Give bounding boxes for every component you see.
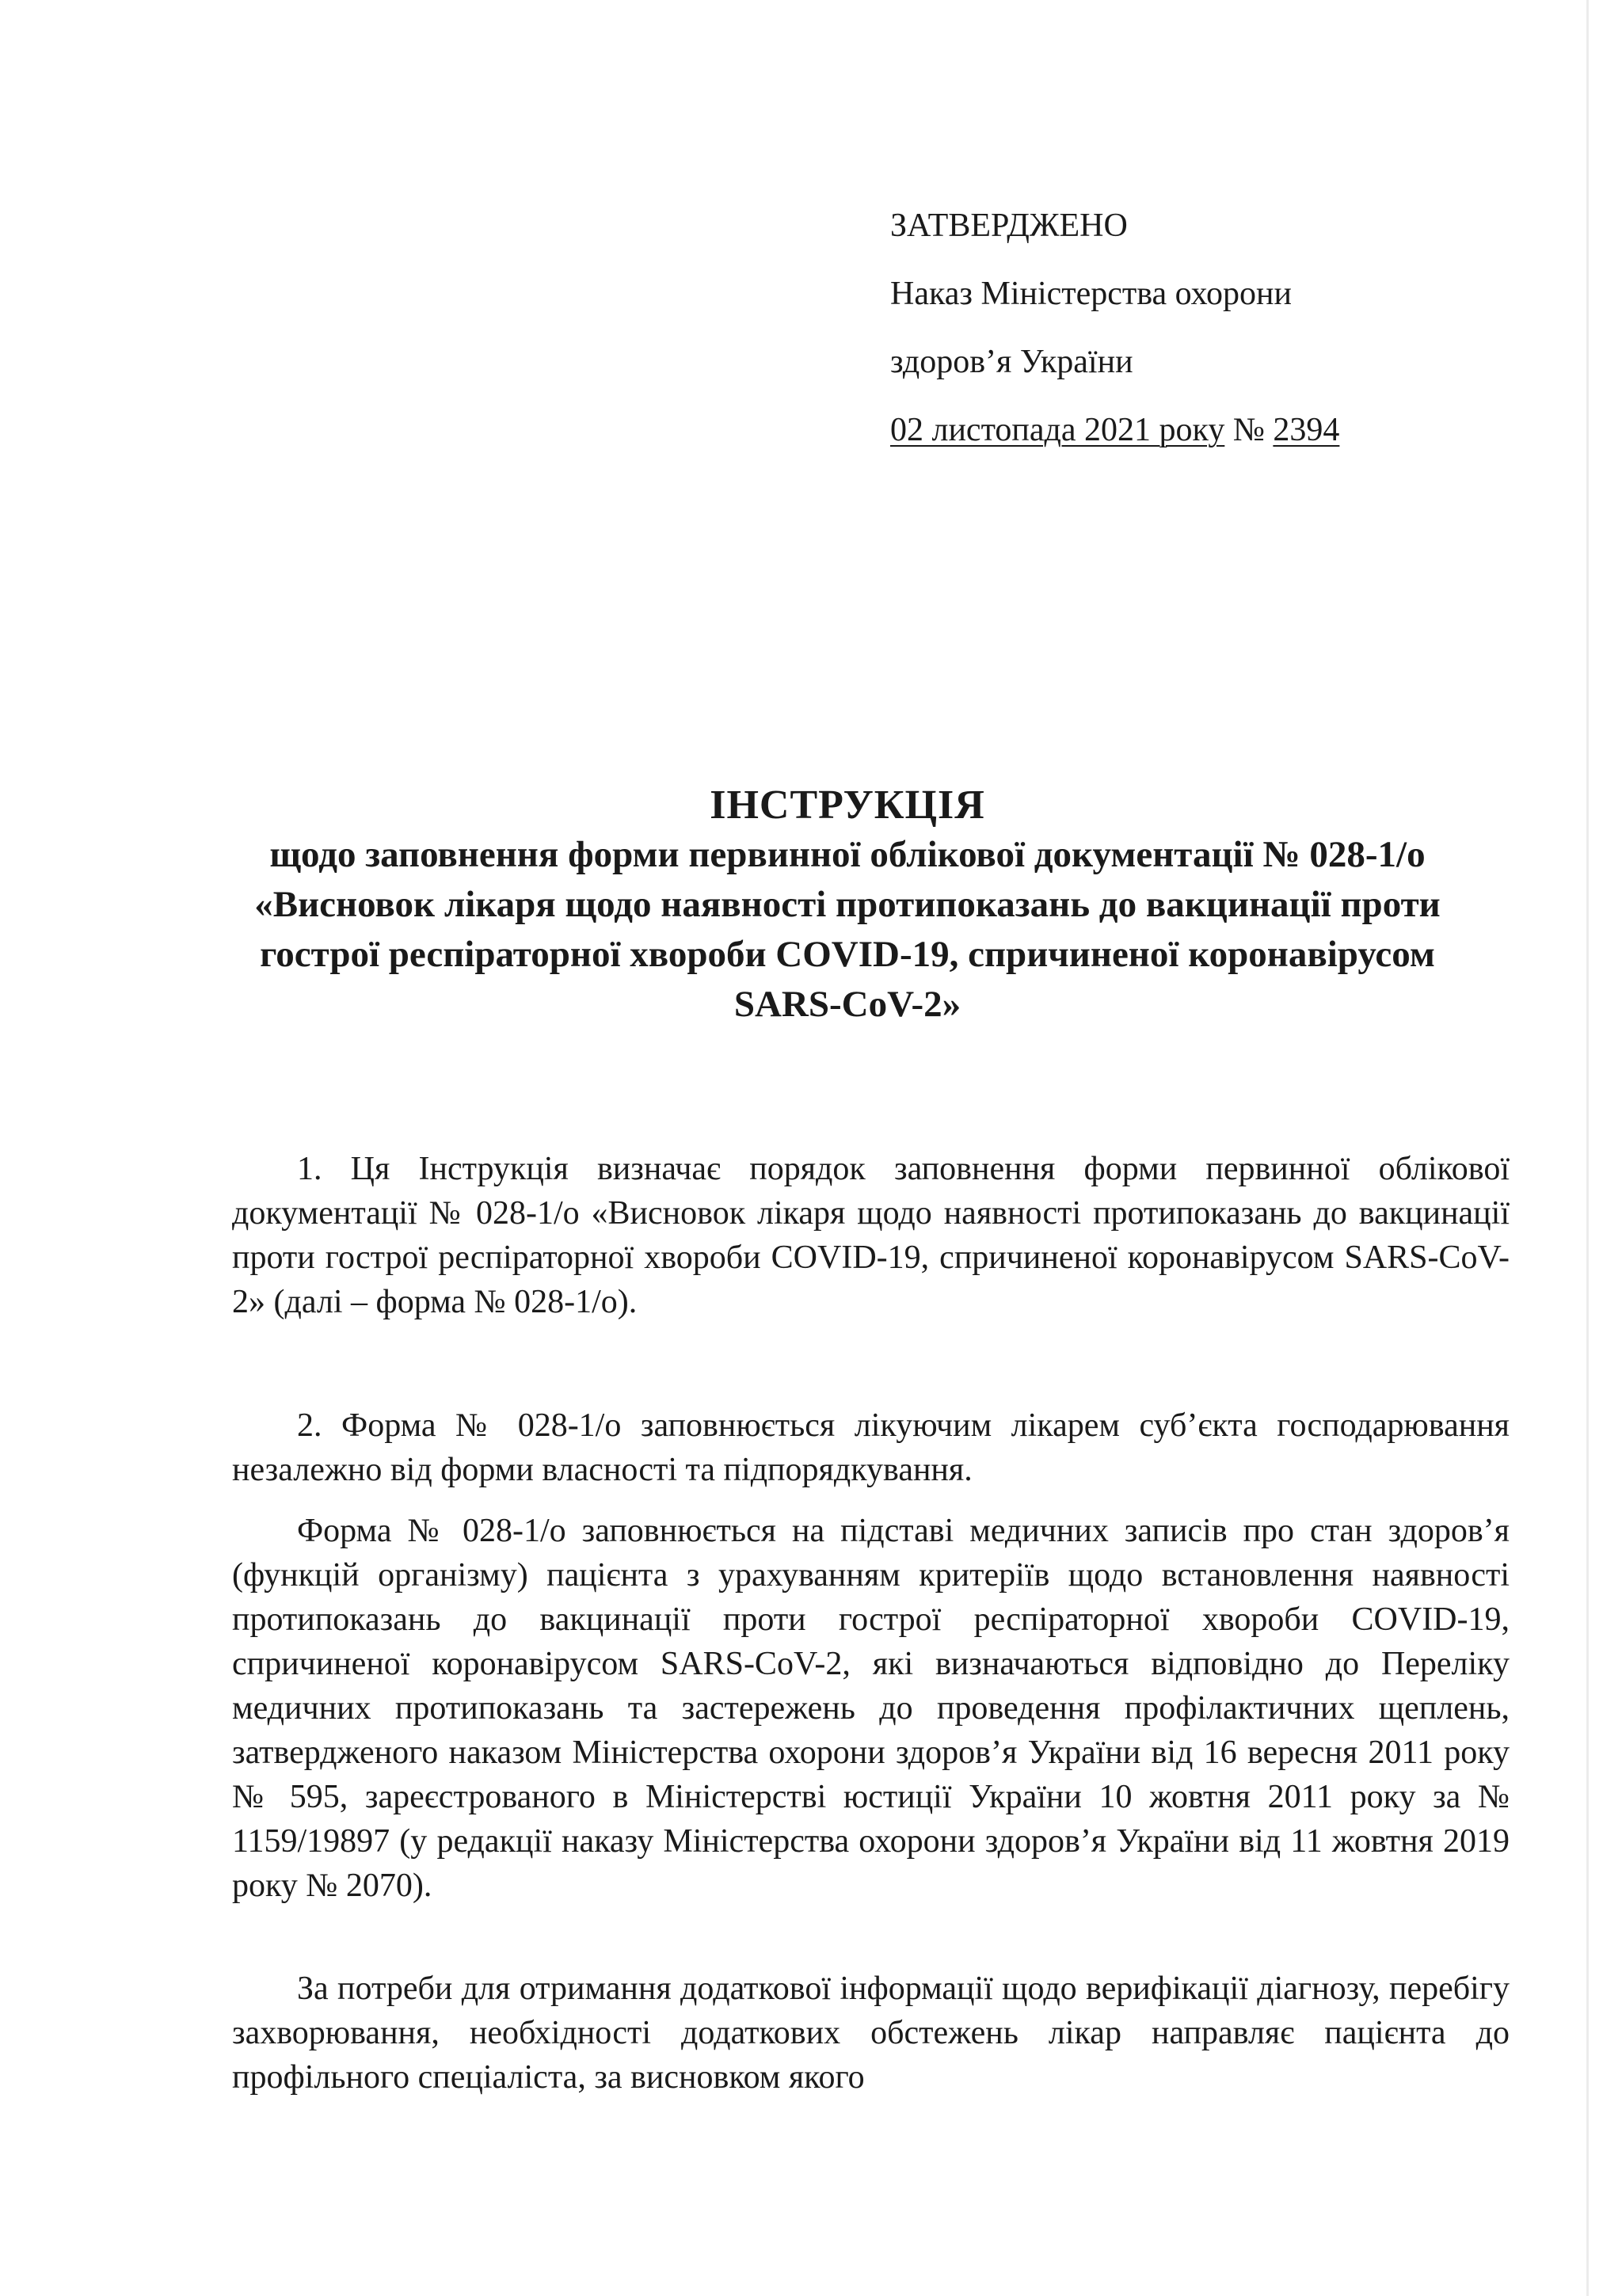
approval-ministry-line: здоров’я України (890, 344, 1133, 380)
paragraph-4 (232, 1967, 1510, 2100)
approval-order-line: Наказ Міністерства охорони (890, 276, 1292, 312)
approval-number: 2394 (1273, 412, 1340, 448)
document-title: ІНСТРУКЦІЯ (710, 782, 985, 828)
approval-date: 02 листопада 2021 року (890, 412, 1225, 448)
paragraph-2-text: 2. Форма № 028-1/о заповнюється лікуючим лікарем суб’єкта господарювання незалежно від форми власності та підпорядкування. (232, 1407, 1510, 1488)
paragraph-4-text: За потреби для отримання додаткової інформації щодо верифікації діагнозу, перебігу захворювання, необхідності додаткових обстежень лікар направляє пацієнта до профільного спеціаліста, за висновком якого (232, 1970, 1510, 2096)
approval-number-sign: № (1232, 412, 1265, 448)
paragraph-3 (232, 1509, 1510, 1908)
paragraph-1-text: 1. Ця Інструкція визначає порядок заповнення форми первинної облікової документації № 028-1/о «Висновок лікаря щодо наявності протипоказань до вакцинації проти гострої респіраторної хвороби COVID-19, спричиненої коронавірусом SARS-CoV-2» (далі – форма № 028-1/о). (232, 1151, 1510, 1320)
approval-block (890, 208, 1339, 480)
approval-heading: ЗАТВЕРДЖЕНО (890, 208, 1128, 244)
paragraph-2 (232, 1403, 1510, 1492)
approval-date-line (890, 412, 1339, 448)
paragraph-3-text: Форма № 028-1/о заповнюється на підставі медичних записів про стан здоров’я (функцій організму) пацієнта з урахуванням критеріїв щодо встановлення наявності протипоказань до вакцинації проти гострої респіраторної хвороби COVID-19, спричиненої коронавірусом SARS-CoV-2, які визначаються відповідно до Переліку медичних протипоказань та застережень до проведення профілактичних щеплень, затвердженого наказом Міністерства охорони здоров’я України від 16 вересня 2011 року № 595, зареєстрованого в Міністерстві юстиції України 10 жовтня 2011 року за № 1159/19897 (у редакції наказу Міністерства охорони здоров’я України від 11 жовтня 2019 року № 2070). (232, 1513, 1510, 1904)
document-subtitle: щодо заповнення форми первинної облікової документації № 028-1/о «Висновок лікаря щодо наявності протипоказань до вакцинації проти гострої респіраторної хвороби COVID-19, спричиненої коронавірусом SARS-CoV-2» (254, 834, 1441, 1025)
scan-edge-line (1586, 0, 1589, 2296)
paragraph-1 (232, 1147, 1510, 1324)
document-title-block (230, 780, 1465, 1030)
